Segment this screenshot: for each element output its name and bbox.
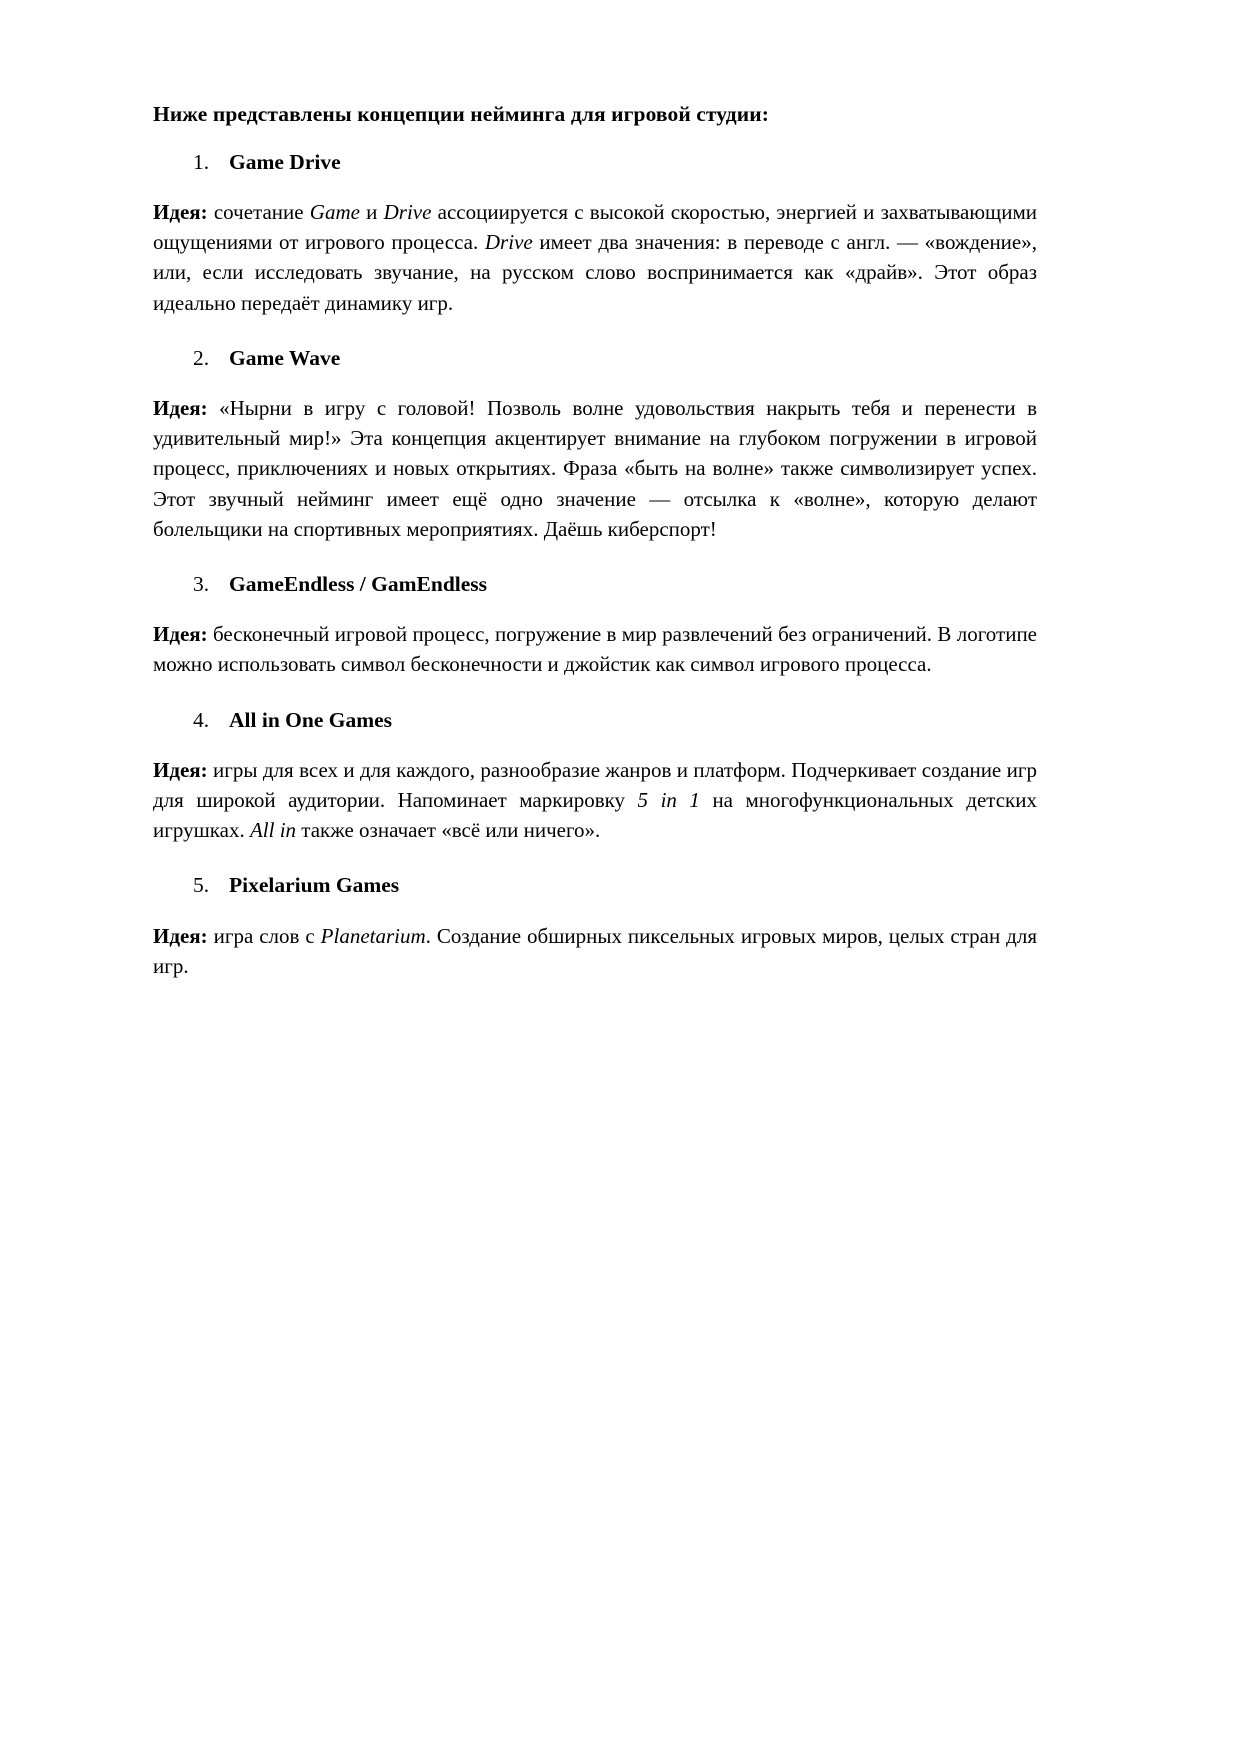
list-item-heading bbox=[153, 571, 1037, 599]
idea-text: . Создание обширных пиксельных игровых миров, целых стран для игр. bbox=[153, 924, 1037, 979]
list-item-title: Pixelarium Games bbox=[229, 873, 400, 898]
emphasis-game: Game bbox=[309, 200, 360, 225]
idea-text: ассоциируется с высокой скоростью, энергией и захватывающими ощущениями от игрового процесса. bbox=[153, 200, 1037, 255]
idea-text: также означает «всё или ничего». bbox=[296, 818, 601, 843]
idea-text: имеет два значения: в переводе с англ. — «вождение», или, если исследовать звучание, на русском слово воспринимается как «драйв». Этот образ идеально передаёт динамику игр. bbox=[153, 230, 1037, 315]
list-item-4 bbox=[153, 707, 1037, 846]
idea-paragraph-1 bbox=[153, 197, 1037, 317]
idea-text: «Нырни в игру с головой! Позволь волне удовольствия накрыть тебя и перенести в удивительный мир!» Эта концепция акцентирует внимание на глубоком погружении в игровой процесс, приключениях и новых открытиях. Фраза «быть на волне» также символизирует успех. Этот звучный нейминг имеет ещё одно значение — отсылка к «волне», которую делают болельщики на спортивных мероприятиях. Даёшь киберспорт! bbox=[153, 396, 1037, 541]
list-item-3 bbox=[153, 571, 1037, 680]
idea-paragraph-3 bbox=[153, 619, 1037, 679]
list-item-heading bbox=[153, 345, 1037, 373]
emphasis-drive-2: Drive bbox=[484, 230, 533, 255]
idea-text: на многофункциональных детских игрушках. bbox=[153, 788, 1038, 843]
idea-paragraph-4 bbox=[153, 755, 1037, 845]
list-item-title: GameEndless / GamEndless bbox=[229, 571, 488, 596]
idea-text: игры для всех и для каждого, разнообразие жанров и платформ. Подчеркивает создание игр для широкой аудитории. Напоминает маркировку bbox=[153, 758, 1037, 813]
list-item-title: Game Wave bbox=[229, 345, 341, 370]
list-item-number: 1. bbox=[193, 149, 210, 174]
idea-label: Идея: bbox=[153, 200, 208, 225]
idea-text: сочетание bbox=[207, 200, 310, 225]
list-item-5 bbox=[153, 872, 1037, 981]
list-item-title: Game Drive bbox=[229, 149, 341, 174]
list-item-number: 2. bbox=[193, 345, 210, 370]
emphasis-all-in: All in bbox=[249, 818, 297, 843]
list-item-heading bbox=[153, 707, 1037, 735]
list-item-heading bbox=[153, 872, 1037, 900]
idea-label: Идея: bbox=[153, 622, 208, 647]
idea-label: Идея: bbox=[153, 924, 208, 949]
list-item-heading bbox=[153, 149, 1037, 177]
document-body bbox=[153, 101, 1037, 1008]
emphasis-drive: Drive bbox=[383, 200, 432, 225]
idea-paragraph-5 bbox=[153, 921, 1037, 981]
emphasis-five-in-one: 5 in 1 bbox=[637, 788, 700, 813]
idea-text: игра слов с bbox=[207, 924, 321, 949]
idea-text: и bbox=[359, 200, 384, 225]
emphasis-planetarium: Planetarium bbox=[320, 924, 426, 949]
list-item-number: 3. bbox=[193, 571, 210, 596]
list-item-2 bbox=[153, 345, 1037, 544]
list-item-1 bbox=[153, 149, 1037, 318]
list-item-number: 4. bbox=[193, 707, 210, 732]
idea-text: бесконечный игровой процесс, погружение в мир развлечений без ограничений. В логотипе можно использовать символ бесконечности и джойстик как символ игрового процесса. bbox=[153, 622, 1037, 677]
idea-label: Идея: bbox=[153, 758, 208, 783]
idea-label: Идея: bbox=[153, 396, 208, 421]
idea-paragraph-2 bbox=[153, 393, 1037, 543]
page-title: Ниже представлены концепции нейминга для игровой студии: bbox=[153, 102, 770, 126]
list-item-number: 5. bbox=[193, 873, 210, 898]
list-item-title: All in One Games bbox=[229, 707, 393, 732]
